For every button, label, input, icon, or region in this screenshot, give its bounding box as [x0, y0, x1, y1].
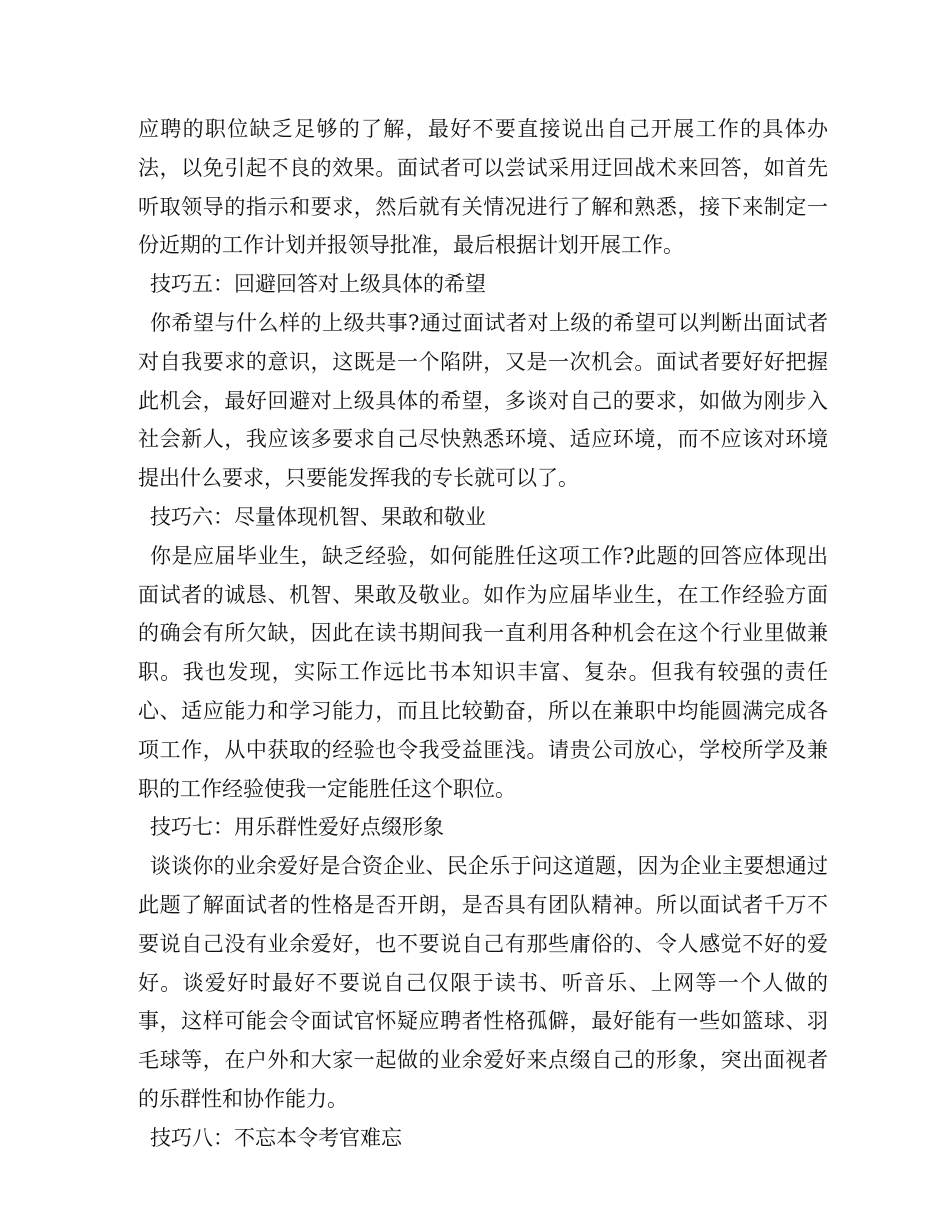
body-paragraph: 谈谈你的业余爱好是合资企业、民企乐于问这道题，因为企业主要想通过此题了解面试者的性格是否开朗，是否具有团队精神。所以面试者千万不要说自己没有业余爱好，也不要说自己有那些庸俗的、令人感觉不好的爱好。谈爱好时最好不要说自己仅限于读书、听音乐、上网等一个人做的事，这样可能会令面试官怀疑应聘者性格孤僻，最好能有一些如篮球、羽毛球等，在户外和大家一起做的业余爱好来点缀自己的形象，突出面视者的乐群性和协作能力。: [138, 854, 828, 1111]
body-paragraph: 你是应届毕业生，缺乏经验，如何能胜任这项工作?此题的回答应体现出面试者的诚恳、机智、果敢及敬业。如作为应届毕业生，在工作经验方面的确会有所欠缺，因此在读书期间我一直利用各种机会在这个行业里做兼职。我也发现，实际工作远比书本知识丰富、复杂。但我有较强的责任心、适应能力和学习能力，而且比较勤奋，所以在兼职中均能圆满完成各项工作，从中获取的经验也令我受益匪浅。请贵公司放心，学校所学及兼职的工作经验使我一定能胜任这个职位。: [138, 543, 828, 801]
section-heading: 技巧五：回避回答对上级具体的希望: [150, 272, 486, 297]
section-heading: 技巧六：尽量体现机智、果敢和敬业: [150, 504, 486, 529]
body-paragraph: 应聘的职位缺乏足够的了解，最好不要直接说出自己开展工作的具体办法，以免引起不良的效果。面试者可以尝试采用迂回战术来回答，如首先听取领导的指示和要求，然后就有关情况进行了解和熟悉，接下来制定一份近期的工作计划并报领导批准，最后根据计划开展工作。: [138, 117, 828, 258]
body-paragraph: 你希望与什么样的上级共事?通过面试者对上级的希望可以判断出面试者对自我要求的意识，这既是一个陷阱，又是一次机会。面试者要好好把握此机会，最好回避对上级具体的希望，多谈对自己的要求，如做为刚步入社会新人，我应该多要求自己尽快熟悉环境、适应环境，而不应该对环境提出什么要求，只要能发挥我的专长就可以了。: [138, 310, 828, 491]
document-body: [138, 110, 828, 1158]
section-heading: 技巧八：不忘本令考官难忘: [150, 1125, 402, 1150]
section-heading: 技巧七：用乐群性爱好点缀形象: [150, 815, 444, 840]
